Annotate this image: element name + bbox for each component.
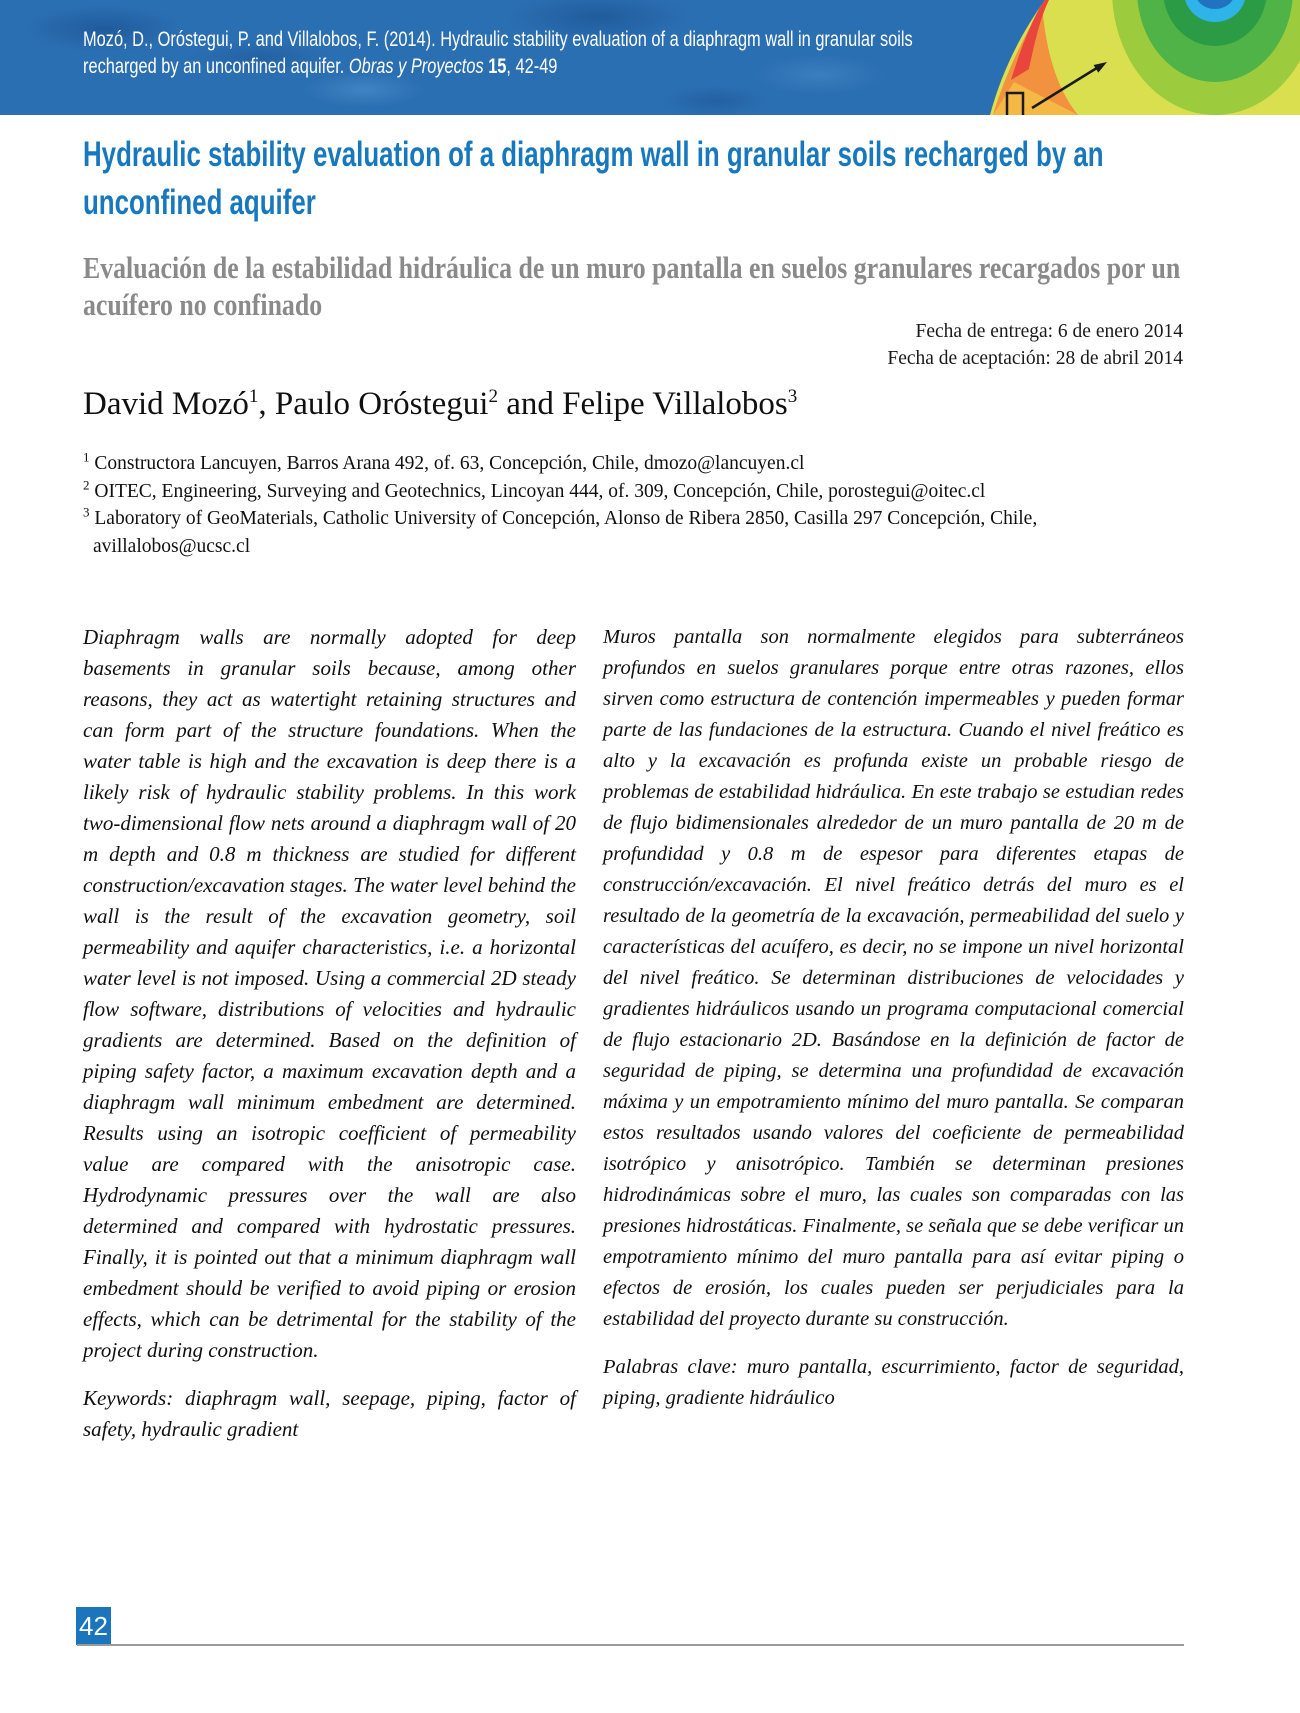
affiliation-list [83, 450, 1193, 560]
author-list [83, 386, 797, 423]
author-affiliation-marker: 3 [787, 386, 798, 407]
abstract-spanish-column [603, 622, 1184, 1445]
paper-title-english: Hydraulic stability evaluation of a diaphragm wall in granular soils recharged by an unconfined aquifer [83, 135, 1104, 222]
affiliation-marker: 1 [83, 449, 90, 465]
author-name: David Mozó [83, 386, 249, 422]
affiliation-item [83, 505, 1193, 533]
footer-rule [77, 1644, 1184, 1646]
citation-pages: , 42-49 [506, 55, 558, 78]
date-received: Fecha de entrega: 6 de enero 2014 [915, 321, 1183, 342]
contour-plot-artwork [980, 0, 1300, 115]
author-affiliation-marker: 2 [488, 386, 498, 407]
keywords-english: Keywords: diaphragm wall, seepage, piping, factor of safety, hydraulic gradient [83, 1386, 576, 1441]
paper-title-spanish: Evaluación de la estabilidad hidráulica de un muro pantalla en suelos granulares recargados por un acuífero no confinado [83, 250, 1181, 322]
abstract-section [83, 622, 1184, 1445]
page-number-badge: 42 [76, 1607, 111, 1645]
abstract-spanish-body: Muros pantalla son normalmente elegidos para subterráneos profundos en suelos granulares porque entre otras razones, ellos sirven como estructura de contención impermeables y pueden formar parte de las fundaciones de la estructura. Cuando el nivel freático es alto y la excavación es profunda existe un probable riesgo de problemas de estabilidad hidráulica. En este trabajo se estudian redes de flujo bidimensionales alrededor de un muro pantalla de 20 m de profundidad y 0.8 m de espesor para diferentes etapas de construcción/excavación. El nivel freático detrás del muro es el resultado de la geometría de la excavación, permeabilidad del suelo y características del acuífero, es decir, no se impone un nivel horizontal del nivel freático. Se determinan distribuciones de velocidades y gradientes hidráulicos usando un programa computacional comercial de flujo estacionario 2D. Basándose en la definición de factor de seguridad de piping, se determina una profundidad de excavación máxima y un empotramiento mínimo del muro pantalla. Se comparan estos resultados usando valores del coeficiente de permeabilidad isotrópico y anisotrópico. También se determinan presiones hidrodinámicas sobre el muro, las cuales son comparadas con las presiones hidrostáticas. Finalmente, se señala que se debe verificar un empotramiento mínimo del muro pantalla para así evitar piping o efectos de erosión, los cuales pueden ser perjudiciales para la estabilidad del proyecto durante su construcción. [603, 626, 1184, 1330]
date-accepted: Fecha de aceptación: 28 de abril 2014 [887, 348, 1183, 369]
journal-header-band [0, 0, 1300, 115]
affiliation-text: OITEC, Engineering, Surveying and Geotechnics, Lincoyan 444, of. 309, Concepción, Chile, porostegui@oitec.cl [89, 480, 986, 502]
affiliation-text: Constructora Lancuyen, Barros Arana 492, of. 63, Concepción, Chile, dmozo@lancuyen.cl [89, 453, 805, 474]
affiliation-item [83, 450, 1193, 478]
citation-volume: 15 [488, 55, 507, 78]
citation-text: Mozó, D., Oróstegui, P. and Villalobos, F. (2014). Hydraulic stability evaluation of a diaphragm wall in granular soils recharged by an unconfined aquifer. [83, 28, 913, 78]
author-affiliation-marker: 1 [248, 386, 259, 407]
submission-dates [83, 318, 1183, 372]
author-name: , Paulo Oróstegui [258, 386, 489, 422]
author-name: and Felipe Villalobos [497, 386, 788, 422]
affiliation-item [83, 478, 1193, 506]
citation-journal-name: Obras y Proyectos [348, 55, 489, 78]
affiliation-marker: 3 [83, 504, 90, 520]
running-citation [83, 26, 925, 80]
keywords-spanish: Palabras clave: muro pantalla, escurrimiento, factor de seguridad, piping, gradiente hidráulico [603, 1356, 1184, 1409]
affiliation-marker: 2 [83, 477, 90, 492]
abstract-english-body: Diaphragm walls are normally adopted for deep basements in granular soils because, among other reasons, they act as watertight retaining structures and can form part of the structure foundations. When the water table is high and the excavation is deep there is a likely risk of hydraulic stability problems. In this work two-dimensional flow nets around a diaphragm wall of 20 m depth and 0.8 m thickness are studied for different construction/excavation stages. The water level behind the wall is the result of the excavation geometry, soil permeability and aquifer characteristics, i.e. a horizontal water level is not imposed. Using a commercial 2D steady flow software, distributions of velocities and hydraulic gradients are determined. Based on the definition of piping safety factor, a maximum excavation depth and a diaphragm wall minimum embedment are determined. Results using an isotropic coefficient of permeability value are compared with the anisotropic case. Hydrodynamic pressures over the wall are also determined and compared with hydrostatic pressures. Finally, it is pointed out that a minimum diaphragm wall embedment should be verified to avoid piping or erosion effects, which can be detrimental for the stability of the project during construction. [83, 625, 576, 1362]
abstract-english-column [83, 622, 576, 1445]
affiliation-text: Laboratory of GeoMaterials, Catholic University of Concepción, Alonso de Ribera 2850, Casilla 297 Concepción, Chile, [89, 508, 1038, 529]
affiliation-email-continuation: avillalobos@ucsc.cl [93, 535, 251, 557]
